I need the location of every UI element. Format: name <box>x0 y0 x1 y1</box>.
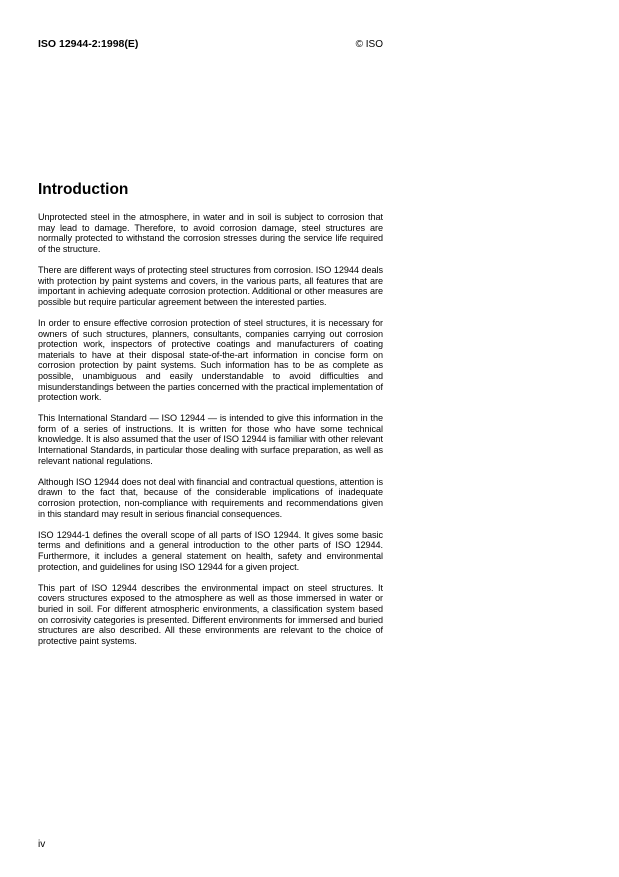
paragraph: There are different ways of protecting steel structures from corrosion. ISO 12944 deals with protection by paint systems and covers, in the various parts, all features that are important in achieving adequate corrosion protection. Additional or other measures are possible but require particular agreement between the interested parties. <box>38 264 383 307</box>
page-title: Introduction <box>38 181 129 198</box>
paragraph: This part of ISO 12944 describes the environmental impact on steel structures. It covers structures exposed to the atmosphere as well as those immersed in water or buried in soil. For different atmospheric environments, a classification system based on corrosivity categories is presented. Different environments for immersed and buried structures are also described. All these environments are relevant to the choice of protective paint systems. <box>38 582 383 646</box>
paragraph: This International Standard — ISO 12944 — is intended to give this information in the form of a series of instructions. It is written for those who have some technical knowledge. It is also assumed that the user of ISO 12944 is familiar with other relevant International Standards, in particular those dealing with surface preparation, as well as relevant national regulations. <box>38 413 383 466</box>
copyright-notice: © ISO <box>355 39 383 50</box>
body-text <box>38 212 383 657</box>
page-number: iv <box>38 839 46 850</box>
paragraph: Although ISO 12944 does not deal with financial and contractual questions, attention is drawn to the fact that, because of the considerable implications of inadequate corrosion protection, non-compliance with requirements and recommendations given in this standard may result in serious financial consequences. <box>38 476 383 519</box>
paragraph: Unprotected steel in the atmosphere, in water and in soil is subject to corrosion that may lead to damage. Therefore, to avoid corrosion damage, steel structures are normally protected to withstand the corrosion stresses during the service life required of the structure. <box>38 212 383 254</box>
document-id: ISO 12944-2:1998(E) <box>38 38 139 50</box>
paragraph: In order to ensure effective corrosion protection of steel structures, it is necessary for owners of such structures, planners, consultants, companies carrying out corrosion protection work, inspectors of protective coatings and manufacturers of coating materials to have at their disposal state-of-the-art information in concise form on corrosion protection by paint systems. Such information has to be as complete as possible, unambiguous and easily understandable to avoid difficulties and misunderstandings between the parties concerned with the practical implementation of protection work. <box>38 317 383 403</box>
paragraph: ISO 12944-1 defines the overall scope of all parts of ISO 12944. It gives some basic terms and definitions and a general introduction to the other parts of ISO 12944. Furthermore, it includes a general statement on health, safety and environmental protection, and guidelines for using ISO 12944 for a given project. <box>38 529 383 572</box>
